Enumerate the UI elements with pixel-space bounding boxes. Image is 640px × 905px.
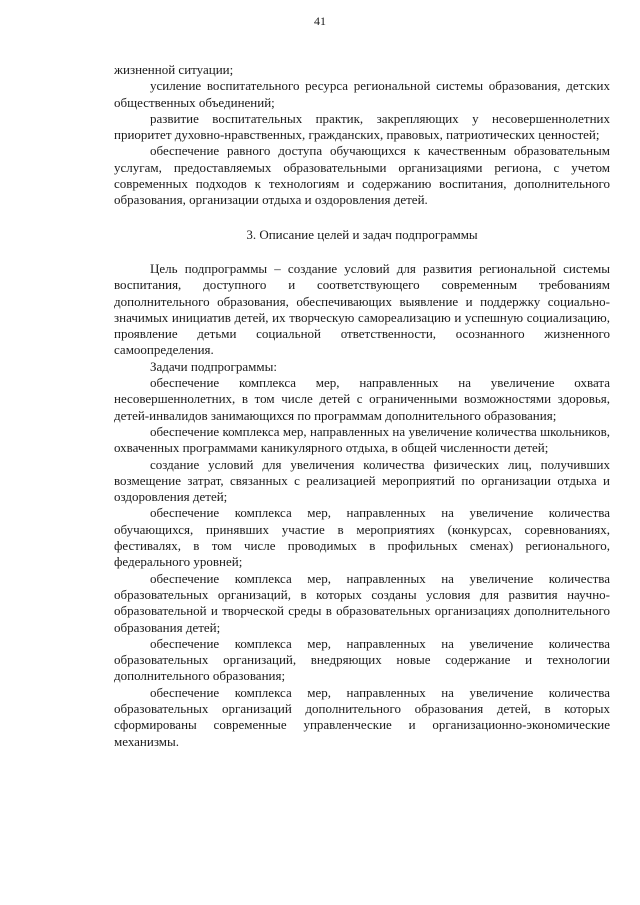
page-content [114,62,610,750]
task-item: обеспечение комплекса мер, направленных на увеличение количества обучающихся, принявших участие в мероприятиях (конкурсах, соревнованиях, фестивалях, в том числе проводимых в профильных сменах) регионального, федерального уровней; [114,505,610,570]
task-item: обеспечение комплекса мер, направленных на увеличение охвата несовершеннолетних, в том числе детей с ограниченными возможностями здоровья, детей-инвалидов занимающихся по программам дополнительного образования; [114,375,610,423]
task-item: обеспечение комплекса мер, направленных на увеличение количества образовательных организаций дополнительного образования детей, в которых сформированы современные управленческие и организационно-экономические механизмы. [114,684,610,749]
page-number: 41 [314,14,326,28]
body-paragraph: обеспечение равного доступа обучающихся к качественным образовательным услугам, предоставляемых образовательными организациями региона, с учетом современных подходов к технологиям и содержанию воспитания, дополнительного образования, организации отдыха и оздоровления детей. [114,143,610,208]
paragraphs-before-heading [114,62,610,209]
task-item: обеспечение комплекса мер, направленных на увеличение количества школьников, охваченных программами каникулярного отдыха, в общей численности детей; [114,423,610,456]
section-heading: 3. Описание целей и задач подпрограммы [246,226,478,242]
task-item: обеспечение комплекса мер, направленных на увеличение количества образовательных организаций, внедряющих новые содержание и технологии дополнительного образования; [114,635,610,684]
body-paragraph: жизненной ситуации; [114,62,234,77]
body-paragraph: развитие воспитательных практик, закрепляющих у несовершеннолетних приоритет духовно-нравственных, гражданских, правовых, патриотических ценностей; [114,110,610,143]
task-item: создание условий для увеличения количества физических лиц, получивших возмещение затрат, связанных с реализацией мероприятий по организации отдыха и оздоровления детей; [114,456,610,505]
paragraphs-after-heading [114,261,610,750]
tasks-label: Задачи подпрограммы: [150,358,277,374]
body-paragraph: усиление воспитательного ресурса региональной системы образования, детских общественных объединений; [114,78,610,110]
task-item: обеспечение комплекса мер, направленных на увеличение количества образовательных организаций, в которых созданы условия для развития научно-образовательной и творческой среды в образовательных организациях дополнительного образования детей; [114,570,610,635]
goal-paragraph: Цель подпрограммы – создание условий для развития региональной системы воспитания, доступного и соответствующего современным требованиям дополнительного образования, обеспечивающих выявление и поддержку социально-значимых инициатив детей, их творческую самореализацию и успешную социализацию, проявление детьми социальной ответственности, осознанного жизненного самоопределения. [114,260,610,358]
